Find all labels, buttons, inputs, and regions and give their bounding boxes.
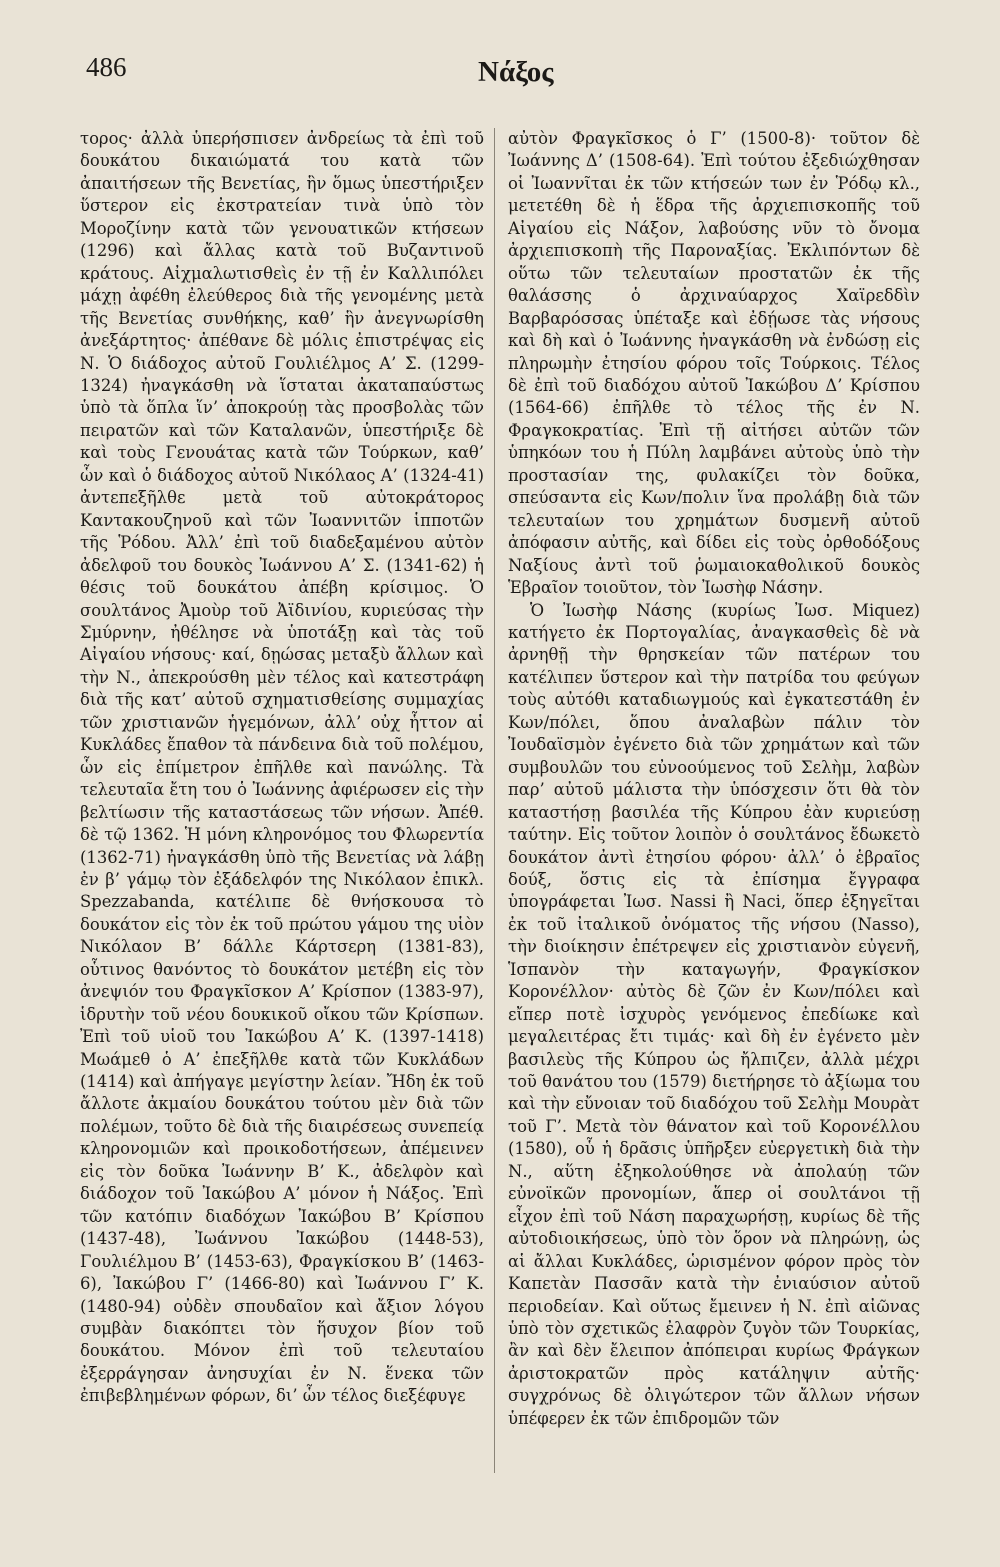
running-head: Νάξος — [478, 56, 554, 88]
page-number: 486 — [86, 52, 127, 82]
left-paragraph-1: τορος· ἀλλὰ ὑπερήσπισεν ἀνδρείως τὰ ἐπὶ τοῦ δουκάτου δικαιώματά του κατὰ τῶν ἀπαιτήσεων τῆς Βενετίας, ἣν ὅμως ὑπεστήριξεν ὕστερον εἰς ἐκστρατείαν τινὰ ὑπὸ τὸν Μοροζίνην κατὰ τῶν γενουατικῶν κτήσεων (1296) καὶ ἄλλας κατὰ τοῦ Βυζαντινοῦ κράτους. Αἰχμαλωτισθεὶς ἐν τῇ ἐν Καλλιπόλει μάχῃ ἀφέθη ἐλεύθερος διὰ τῆς γενομένης μετὰ τῆς Βενετίας συνθήκης, καθ’ ἣν ἀνεγνωρίσθη ἀνεξάρτητος· ἀπέθανε δὲ μόλις ἐπιστρέψας εἰς Ν. Ὁ διάδοχος αὐτοῦ Γουλιέλμος Α’ Σ. (1299-1324) ἠναγκάσθη νὰ ἵσταται ἀκαταπαύστως ὑπὸ τὰ ὅπλα ἵν’ ἀποκρούῃ τὰς προσβολὰς τῶν πειρατῶν καὶ τῶν Καταλανῶν, ὑπεστήριξε δὲ καὶ τοὺς Γενουάτας κατὰ τῶν Τούρκων, καθ’ ὧν καὶ ὁ διάδοχος αὐτοῦ Νικόλαος Α’ (1324-41) ἀντεπεξῆλθε μετὰ τοῦ αὐτοκράτορος Καντακουζηνοῦ καὶ τῶν Ἰωαννιτῶν ἱπποτῶν τῆς Ῥόδου. Ἀλλ’ ἐπὶ τοῦ διαδεξαμένου αὐτὸν ἀδελφοῦ του δουκὸς Ἰωάννου Α’ Σ. (1341-62) ἡ θέσις τοῦ δουκάτου ἀπέβη κρίσιμος. Ὁ σουλτάνος Ἀμοὺρ τοῦ Ἀϊδινίου, κυριεύσας τὴν Σμύρνην, ἠθέλησε νὰ ὑποτάξῃ καὶ τὰς τοῦ Αἰγαίου νήσους· καί, δῃώσας μεταξὺ ἄλλων καὶ τὴν Ν., ἀπεκρούσθη μὲν τέλος καὶ κατεστράφη διὰ τῆς κατ’ αὐτοῦ σχηματισθείσης συμμαχίας τῶν χριστιανῶν ἡγεμόνων, ἀλλ’ οὐχ ἧττον αἱ Κυκλάδες ἔπαθον τὰ πάνδεινα διὰ τοῦ πολέμου, ὧν εἰς ἐπίμετρον ἐπῆλθε καὶ πανώλης. Τὰ τελευταῖα ἔτη του ὁ Ἰωάννης ἀφιέρωσεν εἰς τὴν βελτίωσιν τῆς καταστάσεως τῶν νήσων. Ἀπέθ. δὲ τῷ 1362. Ἡ μόνη κληρονόμος του Φλωρεντία (1362-71) ἠναγκάσθη ὑπὸ τῆς Βενετίας νὰ λάβῃ ἐν β’ γάμῳ τὸν ἐξάδελφόν της Νικόλαον ἐπικλ. Spezzabanda, κατέλιπε δὲ θνήσκουσα τὸ δουκάτον εἰς τὸν ἐκ τοῦ πρώτου γάμου της υἱὸν Νικόλαον Β’ δάλλε Κάρτσερη (1381-83), οὗτινος θανόντος τὸ δουκάτον μετέβη εἰς τὸν ἀνεψιόν του Φραγκῖσκον Α’ Κρίσπον (1383-97), ἱδρυτὴν τοῦ νέου δουκικοῦ οἴκου τῶν Κρίσπων. Ἐπὶ τοῦ υἱοῦ του Ἰακώβου Α’ Κ. (1397-1418) Μωάμεθ ὁ Α’ ἐπεξῆλθε κατὰ τῶν Κυκλάδων (1414) καὶ ἀπήγαγε μεγίστην λείαν. Ἤδη ἐκ τοῦ ἄλλοτε ἀκμαίου δουκάτου τούτου μὲν διὰ τῶν πολέμων, τοῦτο δὲ διὰ τῆς διαιρέσεως συνεπείᾳ κληρονομιῶν καὶ προικοδοτήσεων, ἀπέμεινεν εἰς τὸν δοῦκα Ἰωάννην Β’ Κ., ἀδελφὸν καὶ διάδοχον τοῦ Ἰακώβου Α’ μόνον ἡ Νάξος. Ἐπὶ τῶν κατόπιν διαδόχων Ἰακώβου Β’ Κρίσπου (1437-48), Ἰωάννου Ἰακώβου (1448-53), Γουλιέλμου Β’ (1453-63), Φραγκίσκου Β’ (1463-6), Ἰακώβου Γ’ (1466-80) καὶ Ἰωάννου Γ’ Κ. (1480-94) οὐδὲν σπουδαῖον καὶ ἄξιον λόγου συμβὰν διακόπτει τὸν ἥσυχον βίον τοῦ δουκάτου. Μόνον ἐπὶ τοῦ τελευταίου ἐξερράγησαν ἀνησυχίαι ἐν Ν. ἕνεκα τῶν ἐπιβεβλημένων φόρων, δι’ ὧν τέλος διεξέφυγε — [80, 129, 484, 1406]
column-rule — [494, 128, 495, 1473]
left-column — [80, 128, 484, 1408]
right-paragraph-1: αὐτὸν Φραγκῖσκος ὁ Γ’ (1500-8)· τοῦτον δὲ Ἰωάννης Δ’ (1508-64). Ἐπὶ τούτου ἐξεδιώχθησαν οἱ Ἰωαννῖται ἐκ τῶν κτήσεών των ἐν Ῥόδῳ κλ., μετετέθη δὲ ἡ ἕδρα τῆς ἀρχιεπισκοπῆς τοῦ Αἰγαίου εἰς Νάξον, λαβούσης νῦν τὸ ὄνομα ἀρχιεπισκοπὴ τῆς Παροναξίας. Ἐκλιπόντων δὲ οὕτω τῶν τελευταίων προστατῶν ἐκ τῆς θαλάσσης ὁ ἀρχιναύαρχος Χαϊρεδδὶν Βαρβαρόσσας ὑπέταξε καὶ ἐδῄωσε τὰς νήσους καὶ δὴ καὶ ὁ Ἰωάννης ἠναγκάσθη νὰ ἐνδώσῃ εἰς πληρωμὴν ἐτησίου φόρου τοῖς Τούρκοις. Τέλος δὲ ἐπὶ τοῦ διαδόχου αὐτοῦ Ἰακώβου Δ’ Κρίσπου (1564-66) ἐπῆλθε τὸ τέλος τῆς ἐν Ν. Φραγκοκρατίας. Ἐπὶ τῇ αἰτήσει αὐτῶν τῶν ὑπηκόων του ἡ Πύλη λαμβάνει αὐτοὺς ὑπὸ τὴν προστασίαν της, φυλακίζει τὸν δοῦκα, σπεύσαντα εἰς Κων/πολιν ἵνα προλάβῃ διὰ τῶν τελευταίων του χρημάτων δυσμενῆ αὐτοῦ ἀπόφασιν αὐτῆς, καὶ δίδει εἰς τοὺς ὀρθοδόξους Ναξίους ἀντὶ τοῦ ῥωμαιοκαθολικοῦ δουκὸς Ἑβραῖον τοιοῦτον, τὸν Ἰωσὴφ Νάσην. — [508, 129, 920, 598]
right-column — [508, 128, 920, 1430]
right-paragraph-2: Ὁ Ἰωσὴφ Νάσης (κυρίως Ἰωσ. Miquez) κατήγετο ἐκ Πορτογαλίας, ἀναγκασθεὶς δὲ νὰ ἀρνηθῇ τὴν θρησκείαν τῶν πατέρων του κατέλιπεν ὕστερον καὶ τὴν πατρίδα του φεύγων τοὺς αὐτόθι καταδιωγμούς καὶ ἐγκατεστάθη ἐν Κων/πόλει, ὅπου ἀναλαβὼν πάλιν τὸν Ἰουδαϊσμὸν ἐγένετο διὰ τῶν χρημάτων καὶ τῶν συμβουλῶν του εὐνοούμενος τοῦ Σελὴμ, λαβὼν παρ’ αὐτοῦ μάλιστα τὴν ὑπόσχεσιν ὅτι θὰ τὸν καταστήσῃ βασιλέα τῆς Κύπρου ἐὰν κυριεύσῃ ταύτην. Εἰς τοῦτον λοιπὸν ὁ σουλτάνος ἔδωκετὸ δουκάτον ἀντὶ ἐτησίου φόρου· ἀλλ’ ὁ ἑβραῖος δούξ, ὅστις εἰς τὰ ἐπίσημα ἔγγραφα ὑπογράφεται Ἰωσ. Nassi ἢ Naci, ὅπερ ἐξηγεῖται ἐκ τοῦ ἰταλικοῦ ὀνόματος τῆς νήσου (Nasso), τὴν διοίκησιν ἐπέτρεψεν εἰς χριστιανὸν εὐγενῆ, Ἱσπανὸν τὴν καταγωγήν, Φραγκίσκον Κορονέλλον· αὐτὸς δὲ ζῶν ἐν Κων/πόλει καὶ εἴπερ ποτὲ ἰσχυρὸς γενόμενος ἐπεδίωκε καὶ μεγαλειτέρας ἔτι τιμάς· καὶ δὴ ἐν ἐγένετο μὲν βασιλεὺς τῆς Κύπρου ὡς ἤλπιζεν, ἀλλὰ μέχρι τοῦ θανάτου του (1579) διετήρησε τὸ ἀξίωμα του καὶ τὴν εὔνοιαν τοῦ διαδόχου τοῦ Σελὴμ Μουρὰτ τοῦ Γ’. Μετὰ τὸν θάνατον καὶ τοῦ Κορονέλλου (1580), οὗ ἡ δρᾶσις ὑπῆρξεν εὐεργετικὴ διὰ τὴν Ν., αὕτη ἐξηκολούθησε νὰ ἀπολαύῃ τῶν εὐνοϊκῶν προνομίων, ἅπερ οἱ σουλτάνοι τῇ εἶχον ἐπὶ τοῦ Νάση παραχωρήσῃ, κυρίως δὲ τῆς αὐτοδιοικήσεως, ὑπὸ τὸν ὅρον νὰ πληρώνῃ, ὡς αἱ ἄλλαι Κυκλάδες, ὡρισμένον φόρον πρὸς τὸν Καπετὰν Πασσᾶν κατὰ τὴν ἐνιαύσιον αὐτοῦ περιοδείαν. Καὶ οὕτως ἔμεινεν ἡ Ν. ἐπὶ αἰῶνας ὑπὸ τὸν σχετικῶς ἐλαφρὸν ζυγὸν τῶν Τουρκίας, ἂν καὶ δὲν ἔλειπον ἀπόπειραι κυρίως Φράγκων ἀριστοκρατῶν πρὸς κατάληψιν αὐτῆς· συγχρόνως δὲ ὀλιγώτερον τῶν ἄλλων νήσων ὑπέφερεν ἐκ τῶν ἐπιδρομῶν τῶν — [508, 600, 920, 1428]
